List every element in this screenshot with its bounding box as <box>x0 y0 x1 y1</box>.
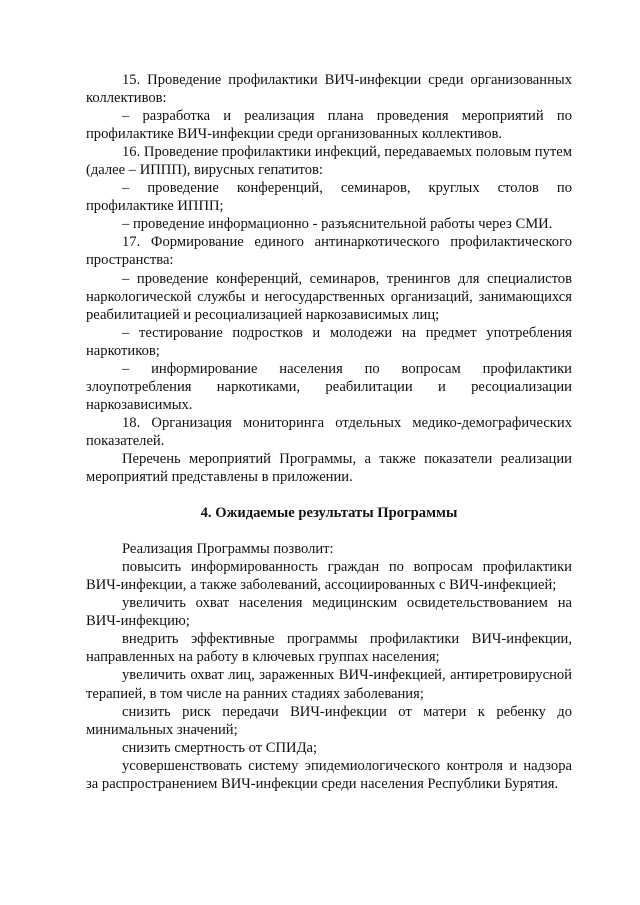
paragraph-15: 15. Проведение профилактики ВИЧ-инфекции среди организованных коллективов: <box>86 72 572 107</box>
list-item: – проведение информационно - разъяснительной работы через СМИ. <box>122 216 553 233</box>
paragraph-17: 17. Формирование единого антинаркотического профилактического пространства: <box>86 234 572 269</box>
result-item: снизить риск передачи ВИЧ-инфекции от матери к ребенку до минимальных значений; <box>86 703 572 738</box>
result-item: снизить смертность от СПИДа; <box>122 739 318 756</box>
result-item: усовершенствовать систему эпидемиологического контроля и надзора за распространением ВИЧ-инфекции среди населения Республики Бурятия. <box>86 757 572 792</box>
result-item: увеличить охват населения медицинским освидетельствованием на ВИЧ-инфекцию; <box>86 595 572 630</box>
list-item: – разработка и реализация плана проведения мероприятий по профилактике ВИЧ-инфекции среди организованных коллективов. <box>86 108 572 143</box>
section-heading: 4. Ожидаемые результаты Программы <box>200 505 458 522</box>
result-item: повысить информированность граждан по вопросам профилактики ВИЧ-инфекции, а также заболеваний, ассоциированных с ВИЧ-инфекцией; <box>86 559 572 594</box>
list-item: – проведение конференций, семинаров, тренингов для специалистов наркологической службы и негосударственных организаций, занимающихся реабилитацией и ресоциализацией наркозависимых лиц; <box>86 270 572 323</box>
result-item: внедрить эффективные программы профилактики ВИЧ-инфекции, направленных на работу в ключевых группах населения; <box>86 631 572 666</box>
spacer <box>86 486 572 504</box>
paragraph-16: 16. Проведение профилактики инфекций, передаваемых половым путем (далее – ИППП), вирусных гепатитов: <box>86 144 572 179</box>
result-item: увеличить охват лиц, зараженных ВИЧ-инфекцией, антиретровирусной терапией, в том числе на ранних стадиях заболевания; <box>86 667 572 702</box>
list-item: – тестирование подростков и молодежи на предмет употребления наркотиков; <box>86 324 572 359</box>
list-item: – проведение конференций, семинаров, круглых столов по профилактике ИППП; <box>86 180 572 215</box>
paragraph-18: 18. Организация мониторинга отдельных медико-демографических показателей. <box>86 414 572 449</box>
list-item: – информирование населения по вопросам профилактики злоупотребления наркотиками, реабилитации и ресоциализации наркозависимых. <box>86 360 572 413</box>
paragraph-intro: Реализация Программы позволит: <box>122 541 334 558</box>
paragraph-appendix-note: Перечень мероприятий Программы, а также показатели реализации мероприятий представлены в приложении. <box>86 450 572 486</box>
document-page <box>86 71 572 793</box>
spacer <box>86 522 572 540</box>
